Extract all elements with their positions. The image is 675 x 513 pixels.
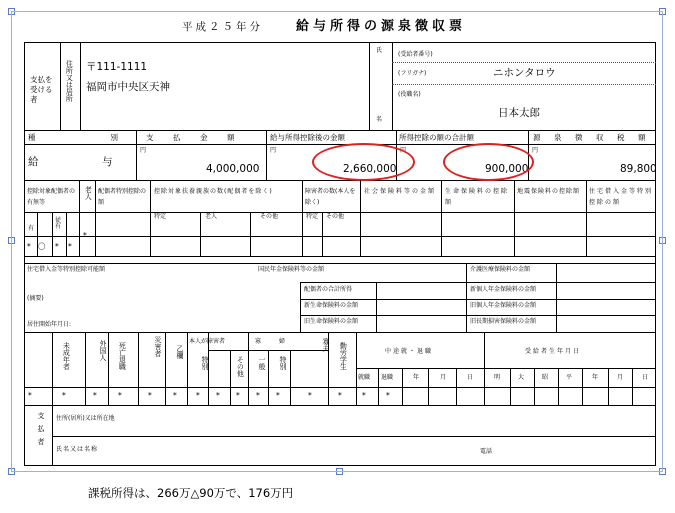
col-taisho: 大: [518, 374, 525, 381]
after-deduction-amount: 2,660,000: [343, 163, 397, 175]
col-month: 月: [440, 374, 447, 381]
payer-phone-label: 電話: [480, 448, 493, 455]
spouse-joined: 従有: [55, 217, 62, 230]
care-label: 介護医療保険料の金額: [470, 266, 531, 273]
header-total-deduction: 所得控除の額の合計額: [399, 133, 474, 142]
spouse-have: 有: [28, 225, 35, 232]
payment-amount: 4,000,000: [206, 163, 260, 175]
mark-star: *: [83, 231, 87, 240]
pension-label: 国民年金保険料等の金額: [258, 266, 325, 273]
mark-star: *: [338, 391, 342, 400]
header-after-deduction: 給与所得控除後の金額: [270, 133, 345, 142]
col-birth: 受給者生年月日: [525, 348, 582, 355]
recipient-id-label: (受給者番号): [398, 51, 433, 58]
header-housing: 住宅借入金等特別控除の額: [589, 188, 654, 207]
payer-label: 支払者: [37, 412, 45, 451]
total-deduction-amount: 900,000: [485, 163, 529, 175]
mark-star: *: [236, 391, 240, 400]
income-kind-value: 給 与: [28, 156, 121, 168]
mark-star: *: [148, 391, 152, 400]
highlight-after-deduction: [312, 143, 415, 181]
title-year: 平成２５年分: [182, 21, 263, 33]
summary-label: (摘要): [27, 295, 44, 302]
col-meiji: 明: [494, 374, 501, 381]
col-widower: 寡夫: [322, 338, 330, 352]
sub-elderly: 老人: [205, 213, 218, 220]
mark-star: *: [28, 391, 32, 400]
mark-star: *: [362, 391, 366, 400]
recipient-label: 支払を受ける者: [30, 75, 53, 104]
mark-star: *: [118, 391, 122, 400]
col-day: 日: [467, 374, 474, 381]
mark-star: *: [27, 242, 31, 251]
postal-code: 〒111-1111: [86, 61, 148, 73]
col-b: 乙欄: [176, 345, 184, 359]
mark-circle: 〇: [38, 242, 46, 251]
col-self-disabled: 本人が障害者: [189, 338, 226, 345]
address-value: 福岡市中央区天神: [86, 81, 170, 93]
col-year: 年: [413, 374, 420, 381]
yen-unit: 円: [270, 147, 277, 154]
col-year-2: 年: [592, 374, 599, 381]
header-quake: 地震保険料の控除額: [517, 188, 581, 195]
col-death: 死亡退職: [118, 342, 127, 370]
yen-unit: 円: [140, 147, 147, 154]
col-day-2: 日: [642, 374, 649, 381]
spouse-income-label: 配偶者の合計所得: [304, 286, 353, 293]
payer-name-label: 氏名又は名称: [56, 446, 99, 453]
start-date-label: 居住開始年月日:: [27, 321, 72, 328]
mark-star: *: [62, 391, 66, 400]
col-showa: 昭: [542, 374, 549, 381]
col-employ: 就職: [358, 374, 371, 381]
housing-possible-label: 住宅借入金等特別控除可能額: [27, 266, 106, 273]
col-mid-year: 中途就・退職: [385, 348, 434, 355]
recipient-name: 日本太郎: [498, 107, 540, 119]
header-tax: 源 泉 徴 収 税 額: [533, 133, 649, 142]
furigana-value: ニホンタロウ: [493, 67, 556, 79]
yen-unit: 円: [400, 147, 407, 154]
mark-star: *: [276, 391, 280, 400]
sub-specific: 特定: [154, 213, 167, 220]
sub-other: その他: [260, 213, 279, 220]
mark-star: *: [308, 391, 312, 400]
header-kind: 種 別: [28, 133, 127, 142]
new-life-label: 新生命保険料の金額: [304, 302, 359, 309]
col-other: その他: [236, 356, 245, 377]
tax-amount: 89,800: [620, 163, 657, 175]
furigana-label: (フリガナ): [398, 70, 427, 77]
col-heisei: 平: [566, 374, 573, 381]
old-life-label: 旧生命保険料の金額: [304, 318, 359, 325]
col-special: 特別: [201, 356, 209, 370]
col-student: 勤労学生: [339, 342, 348, 370]
header-social: 社会保険料等の金額: [364, 188, 437, 195]
header-disabled: 障害者の数(本人を除く): [305, 188, 356, 207]
mark-star: *: [216, 391, 220, 400]
yen-unit: 円: [532, 147, 539, 154]
sub-other-2: その他: [326, 213, 345, 220]
col-disaster: 災害者: [154, 336, 162, 357]
old-pension-label: 旧個人年金保険料の金額: [470, 302, 537, 309]
col-general: 一般: [258, 356, 266, 370]
old-quake-label: 旧長期損害保険料の金額: [470, 318, 537, 325]
address-label: 住所又は居所: [65, 60, 74, 102]
mark-star: *: [173, 391, 177, 400]
mark-star: *: [55, 242, 59, 251]
header-old: 老人: [84, 186, 93, 200]
highlight-total-deduction: [443, 143, 534, 181]
mark-star: *: [386, 391, 390, 400]
col-month-2: 月: [617, 374, 624, 381]
payer-address-label: 住所(居所)又は所在地: [56, 415, 115, 422]
title-name: 給与所得の源泉徴収票: [296, 19, 467, 34]
col-special-2: 特別: [279, 356, 287, 370]
mark-star: *: [256, 391, 260, 400]
header-life: 生命保険料の控除額: [445, 188, 510, 207]
withholding-slip-form: [24, 42, 656, 466]
name-label-shi: 氏: [376, 47, 383, 54]
mark-star: *: [196, 391, 200, 400]
mark-star: *: [68, 242, 72, 251]
header-payment: 支 払 金 額: [146, 133, 241, 142]
name-label-mei: 名: [376, 116, 383, 123]
header-spouse: 控除対象配偶者の有無等: [27, 188, 76, 207]
sub-specific-2: 特定: [306, 213, 319, 220]
col-retire: 退職: [381, 374, 394, 381]
new-pension-label: 新個人年金保険料の金額: [470, 286, 537, 293]
position-label: (役職名): [398, 91, 421, 98]
footer-note: 課税所得は、266万△90万で、176万円: [88, 486, 294, 500]
col-widow: 寡婦: [255, 338, 304, 345]
col-foreign: 外国人: [99, 340, 107, 361]
col-minor: 未成年者: [62, 342, 71, 370]
header-spouse-special: 配偶者特別控除の額: [98, 188, 147, 207]
mark-star: *: [93, 391, 97, 400]
header-dependents: 控除対象扶養親族の数(配偶者を除く): [154, 188, 273, 195]
